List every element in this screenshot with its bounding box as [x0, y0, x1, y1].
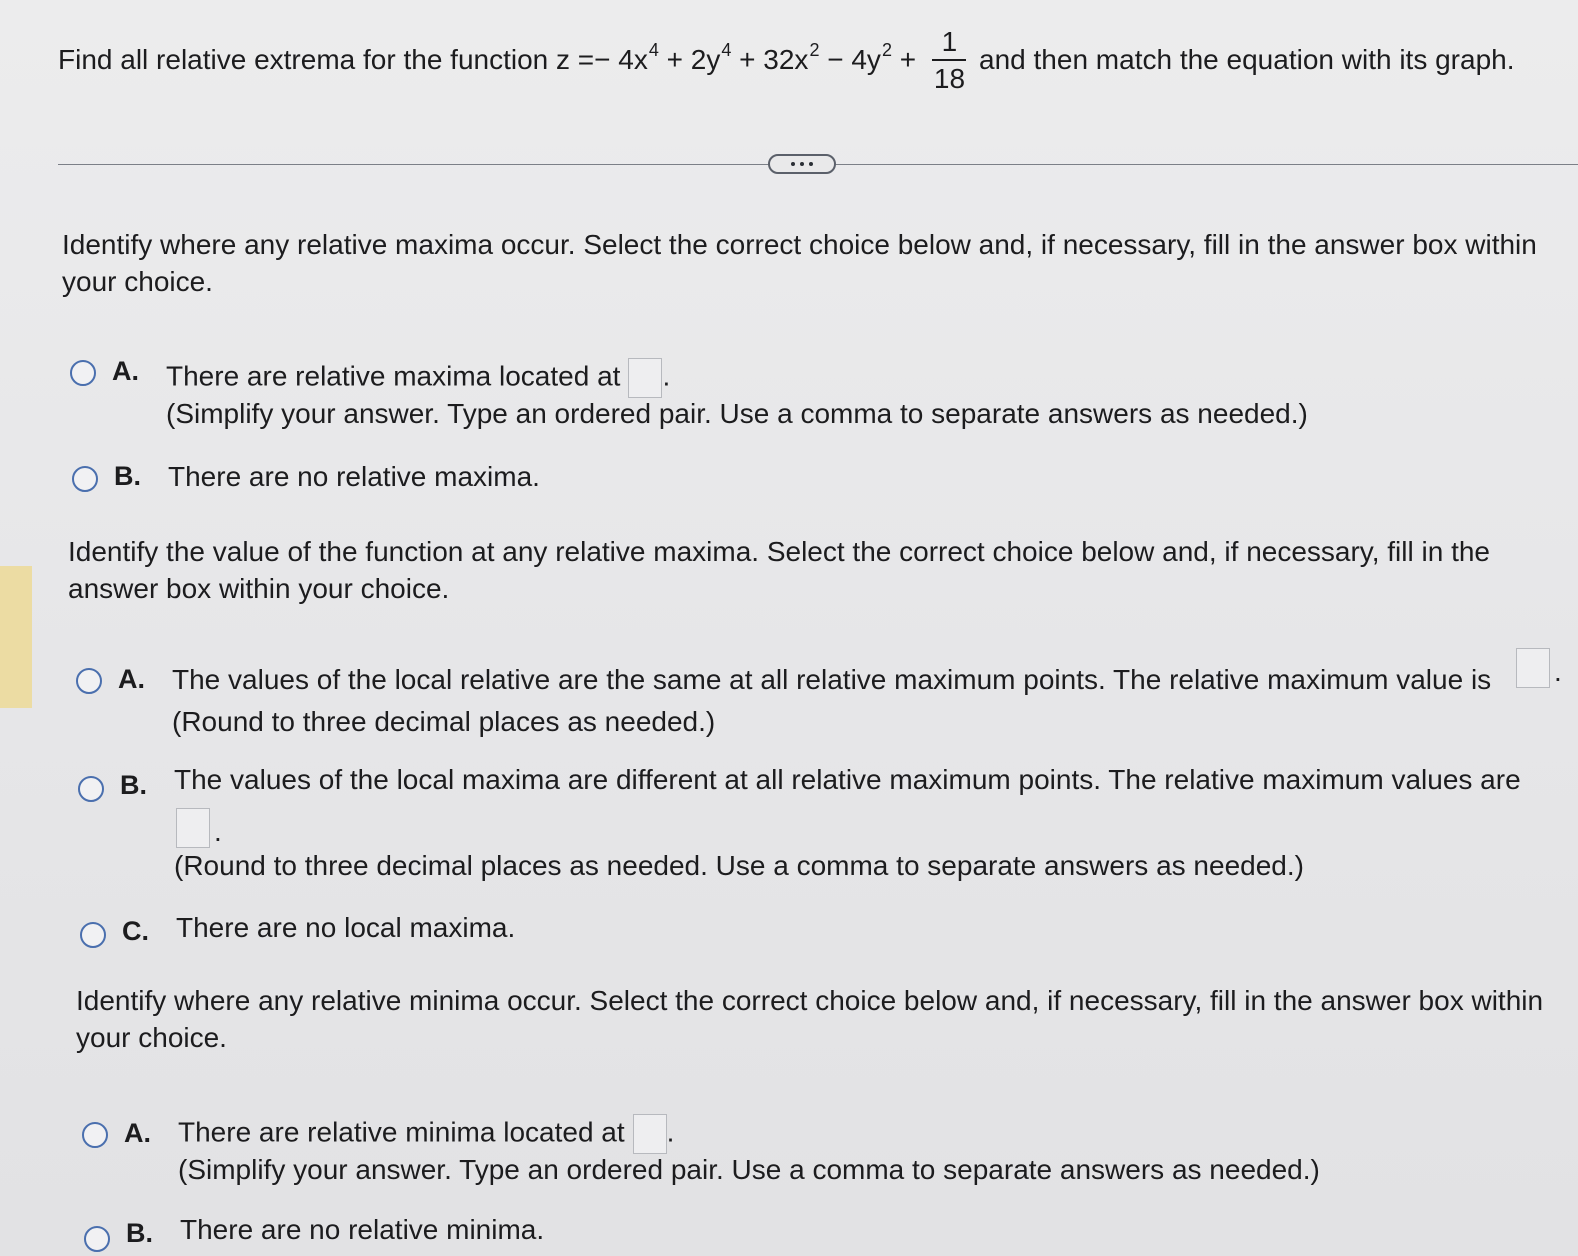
radio-max-location-b[interactable]: [72, 466, 98, 492]
answer-box-max-location[interactable]: [628, 358, 662, 398]
choice-text: There are no local maxima.: [176, 912, 516, 943]
choice-period: .: [214, 816, 222, 847]
answer-box-max-values-different[interactable]: [176, 808, 210, 848]
more-options-button[interactable]: [768, 154, 836, 174]
dot-icon: [809, 162, 813, 166]
choice-hint: (Simplify your answer. Type an ordered pair. Use a comma to separate answers as needed.): [178, 1154, 1320, 1185]
question-tail: and then match the equation with its graph.: [979, 44, 1515, 75]
choice-hint: (Round to three decimal places as needed. Use a comma to separate answers as needed.): [174, 850, 1304, 881]
dot-icon: [800, 162, 804, 166]
choice-period: .: [1554, 656, 1562, 687]
choice-hint: (Simplify your answer. Type an ordered pair. Use a comma to separate answers as needed.): [166, 398, 1308, 429]
radio-max-value-c[interactable]: [80, 922, 106, 948]
prompt-maxima-location: Identify where any relative maxima occur. Select the correct choice below and, if necessary, fill in the answer box within your choice.: [62, 229, 1537, 297]
radio-min-location-a[interactable]: [82, 1122, 108, 1148]
choice-hint: (Round to three decimal places as needed.): [172, 706, 716, 737]
answer-box-max-value-same[interactable]: [1516, 648, 1550, 688]
choice-text: The values of the local maxima are different at all relative maximum points. The relative maximum values are: [174, 764, 1521, 795]
radio-min-location-b[interactable]: [84, 1226, 110, 1252]
choice-letter: A.: [112, 356, 139, 386]
choice-text: There are no relative minima.: [180, 1214, 545, 1245]
radio-max-value-b[interactable]: [78, 776, 104, 802]
choice-text: The values of the local relative are the same at all relative maximum points. The relative maximum value is: [172, 664, 1492, 695]
radio-max-value-a[interactable]: [76, 668, 102, 694]
choice-letter: A.: [118, 664, 145, 694]
choice-letter: B.: [114, 461, 141, 491]
equation: − 4x $^4$ + 2y $^4$ + 32x $^2$ − 4y $^2$ + $\frac{1}{18}$: [594, 20, 979, 100]
question-text: [58, 20, 1515, 100]
dot-icon: [791, 162, 795, 166]
answer-box-min-location[interactable]: [633, 1114, 667, 1154]
choice-letter: A.: [124, 1118, 151, 1148]
choice-letter: B.: [120, 770, 147, 800]
choice-text: There are relative minima located at .: [178, 1114, 674, 1154]
prompt-maxima-value: Identify the value of the function at any relative maxima. Select the correct choice below and, if necessary, fill in the answer box within your choice.: [68, 536, 1490, 604]
current-section-marker: [0, 566, 32, 708]
radio-max-location-a[interactable]: [70, 360, 96, 386]
choice-text: There are relative maxima located at .: [166, 358, 670, 398]
choice-text: There are no relative maxima.: [168, 461, 540, 492]
choice-letter: B.: [126, 1218, 153, 1248]
prompt-minima-location: Identify where any relative minima occur. Select the correct choice below and, if necessary, fill in the answer box within your choice.: [76, 985, 1544, 1053]
choice-letter: C.: [122, 916, 149, 946]
fraction: $\frac{1}{18}$: [933, 25, 966, 94]
question-lead: Find all relative extrema for the function z =: [58, 44, 595, 75]
